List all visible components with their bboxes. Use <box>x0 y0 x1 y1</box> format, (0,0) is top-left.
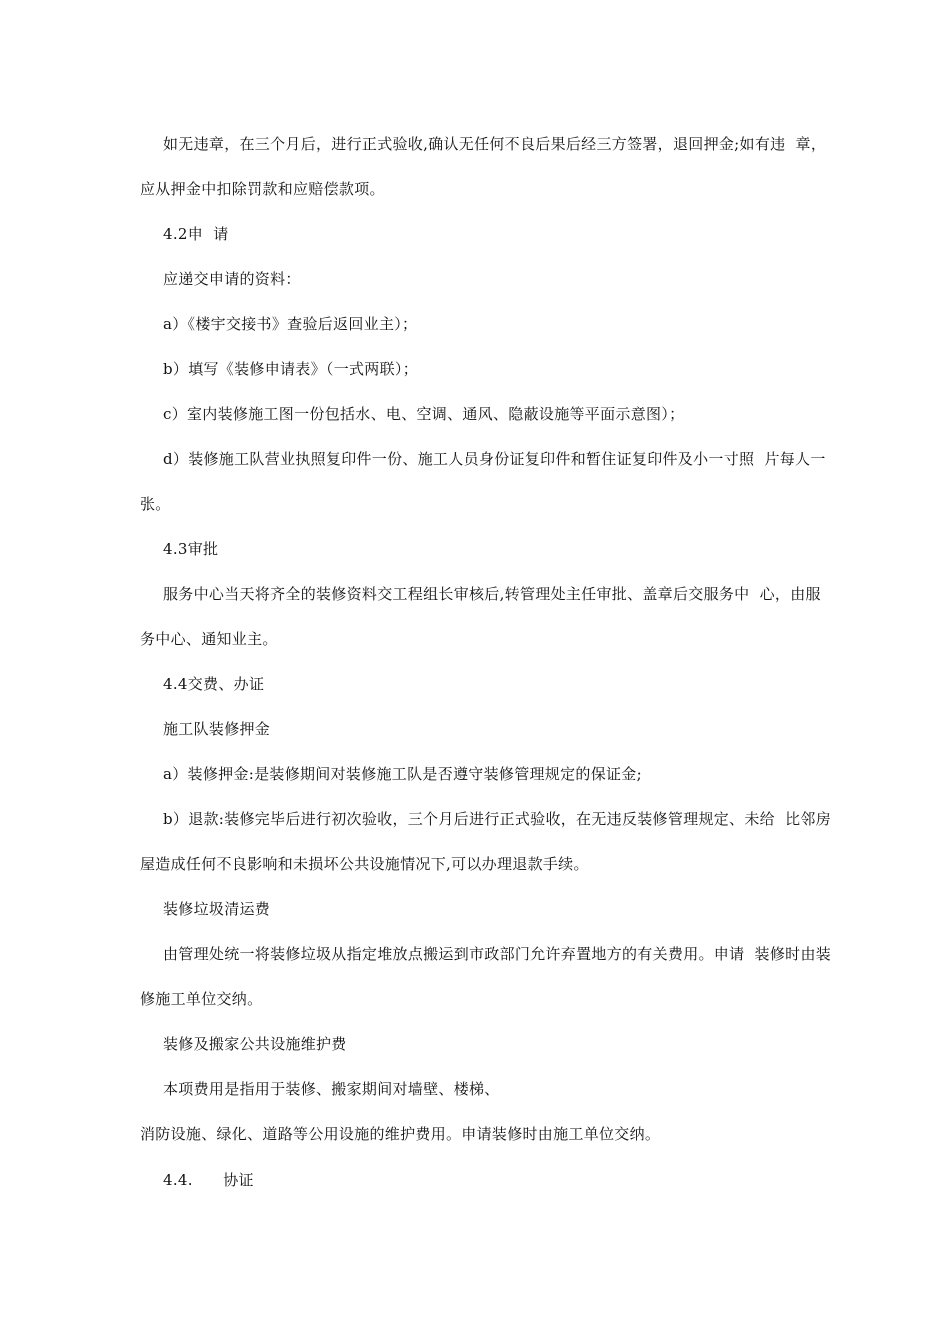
section-heading: 4.2申 请 <box>163 225 229 243</box>
paragraph-line: 应从押金中扣除罚款和应赔偿款项。 <box>140 180 385 198</box>
section-heading: 4.4交费、办证 <box>163 675 265 693</box>
list-item-continuation: 屋造成任何不良影响和未损坏公共设施情况下,可以办理退款手续。 <box>140 855 589 873</box>
list-item: b）退款:装修完毕后进行初次验收，三个月后进行正式验收，在无违反装修管理规定、未给 比邻房 <box>163 810 831 828</box>
paragraph-line: 由管理处统一将装修垃圾从指定堆放点搬运到市政部门允许弃置地方的有关费用。申请 装修时由装 <box>163 945 832 963</box>
list-item-continuation: 张。 <box>140 495 171 513</box>
paragraph-line: 消防设施、绿化、道路等公用设施的维护费用。申请装修时由施工单位交纳。 <box>140 1125 661 1143</box>
subheading: 装修及搬家公共设施维护费 <box>163 1035 347 1053</box>
paragraph-line: 服务中心当天将齐全的装修资料交工程组长审核后,转管理处主任审批、盖章后交服务中 心，由服 <box>163 585 821 603</box>
list-item: b）填写《装修申请表》（一式两联）； <box>163 360 419 378</box>
list-item: a）《楼宇交接书》查验后返回业主）； <box>163 315 418 333</box>
paragraph-line: 如无违章，在三个月后，进行正式验收,确认无任何不良后果后经三方签署，退回押金;如有违 章， <box>163 135 827 153</box>
section-heading: 4.3审批 <box>163 540 219 558</box>
paragraph-line: 应递交申请的资料： <box>163 270 301 288</box>
list-item: a）装修押金:是装修期间对装修施工队是否遵守装修管理规定的保证金; <box>163 765 642 783</box>
section-heading: 4.4. 协证 <box>163 1171 254 1189</box>
subheading: 施工队装修押金 <box>163 720 271 738</box>
paragraph-line: 务中心、通知业主。 <box>140 630 278 648</box>
paragraph-line: 本项费用是指用于装修、搬家期间对墙壁、楼梯、 <box>163 1080 500 1098</box>
list-item: c）室内装修施工图一份包括水、电、空调、通风、隐蔽设施等平面示意图）； <box>163 405 685 423</box>
paragraph-line: 修施工单位交纳。 <box>140 990 263 1008</box>
list-item: d）装修施工队营业执照复印件一份、施工人员身份证复印件和暂住证复印件及小一寸照 片每人一 <box>163 450 826 468</box>
subheading: 装修垃圾清运费 <box>163 900 271 918</box>
